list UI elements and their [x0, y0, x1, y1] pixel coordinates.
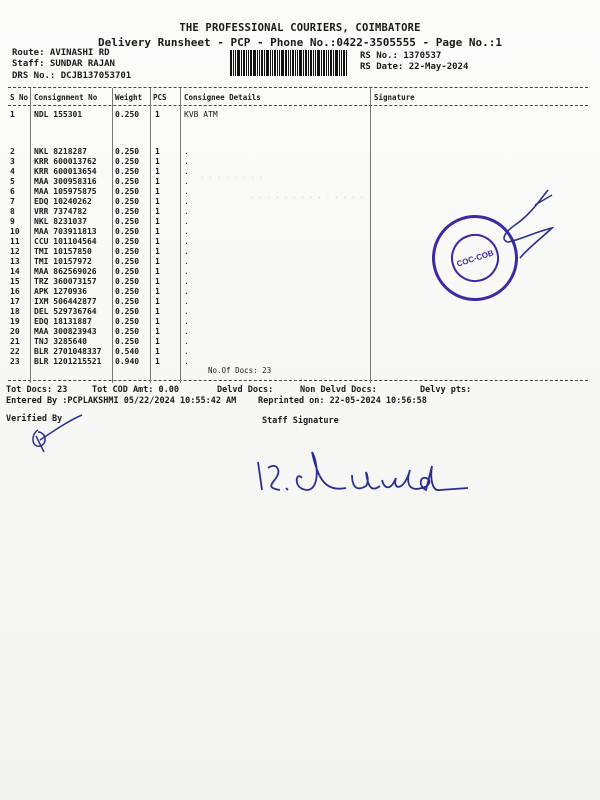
row-weight: 0.250	[115, 110, 140, 119]
row-weight: 0.250	[115, 177, 140, 186]
row-sno: 16	[10, 287, 20, 296]
row-consignment-no: TRZ 360073157	[34, 277, 97, 286]
row-consignee: .	[184, 227, 189, 236]
row-pcs: 1	[155, 327, 160, 336]
row-weight: 0.250	[115, 287, 140, 296]
row-consignee: .	[184, 167, 189, 176]
row-weight: 0.250	[115, 247, 140, 256]
row-weight: 0.540	[115, 347, 140, 356]
row-pcs: 1	[155, 157, 160, 166]
row-consignment-no: TMI 10157972	[34, 257, 92, 266]
staff-label: Staff: SUNDAR RAJAN	[12, 59, 115, 69]
row-consignment-no: TMI 10157850	[34, 247, 92, 256]
row-weight: 0.250	[115, 337, 140, 346]
row-pcs: 1	[155, 357, 160, 366]
no-of-docs: No.Of Docs: 23	[208, 366, 272, 375]
row-consignment-no: KRR 600013762	[34, 157, 97, 166]
row-pcs: 1	[155, 237, 160, 246]
row-weight: 0.250	[115, 217, 140, 226]
row-weight: 0.250	[115, 157, 140, 166]
delivery-points: Delvy pts:	[420, 385, 472, 395]
col-header-consignee: Consignee Details	[184, 93, 261, 102]
row-pcs: 1	[155, 187, 160, 196]
row-pcs: 1	[155, 317, 160, 326]
row-sno: 11	[10, 237, 20, 246]
row-consignment-no: MAA 300958316	[34, 177, 97, 186]
row-sno: 5	[10, 177, 15, 186]
row-pcs: 1	[155, 207, 160, 216]
row-sno: 12	[10, 247, 20, 256]
row-consignee: .	[184, 187, 189, 196]
row-sno: 15	[10, 277, 20, 286]
row-weight: 0.250	[115, 297, 140, 306]
row-sno: 20	[10, 327, 20, 336]
row-consignment-no: MAA 862569026	[34, 267, 97, 276]
row-consignee: .	[184, 337, 189, 346]
rs-number: RS No.: 1370537	[360, 51, 442, 61]
row-sno: 14	[10, 267, 20, 276]
non-delivered-docs: Non Delvd Docs:	[300, 385, 377, 395]
row-consignment-no: TNJ 3285640	[34, 337, 87, 346]
row-consignment-no: NKL 8218287	[34, 147, 87, 156]
row-consignee: .	[184, 317, 189, 326]
row-pcs: 1	[155, 277, 160, 286]
verified-by-label: Verified By	[6, 414, 63, 424]
row-consignee: .	[184, 257, 189, 266]
row-consignment-no: NKL 8231037	[34, 217, 87, 226]
row-consignment-no: DEL 529736764	[34, 307, 97, 316]
row-pcs: 1	[155, 297, 160, 306]
row-pcs: 1	[155, 167, 160, 176]
row-consignee: .	[184, 147, 189, 156]
row-consignee: .	[184, 157, 189, 166]
row-consignee: .	[184, 247, 189, 256]
row-sno: 6	[10, 187, 15, 196]
row-consignee: KVB ATM	[184, 110, 218, 119]
row-consignment-no: MAA 300823943	[34, 327, 97, 336]
row-consignee: .	[184, 327, 189, 336]
row-sno: 9	[10, 217, 15, 226]
row-consignee: .	[184, 237, 189, 246]
row-consignee: .	[184, 207, 189, 216]
col-header-signature: Signature	[374, 93, 415, 102]
staff-signature	[258, 452, 468, 490]
row-consignee: .	[184, 287, 189, 296]
row-pcs: 1	[155, 287, 160, 296]
row-consignment-no: EDQ 18131887	[34, 317, 92, 326]
row-consignee: .	[184, 357, 189, 366]
row-weight: 0.250	[115, 237, 140, 246]
row-sno: 19	[10, 317, 20, 326]
row-weight: 0.250	[115, 307, 140, 316]
row-consignment-no: BLR 1201215521	[34, 357, 102, 366]
row-pcs: 1	[155, 257, 160, 266]
total-cod: Tot COD Amt: 0.00	[92, 385, 179, 395]
row-sno: 3	[10, 157, 15, 166]
row-pcs: 1	[155, 337, 160, 346]
col-header-pcs: PCS	[153, 93, 167, 102]
rs-date: RS Date: 22-May-2024	[360, 62, 469, 72]
row-weight: 0.940	[115, 357, 140, 366]
row-sno: 13	[10, 257, 20, 266]
row-weight: 0.250	[115, 227, 140, 236]
runsheet-subtitle: Delivery Runsheet - PCP - Phone No.:0422-3505555 - Page No.:1	[98, 36, 502, 49]
row-sno: 8	[10, 207, 15, 216]
row-sno: 23	[10, 357, 20, 366]
row-consignee: .	[184, 277, 189, 286]
row-weight: 0.250	[115, 197, 140, 206]
row-pcs: 1	[155, 227, 160, 236]
row-pcs: 1	[155, 197, 160, 206]
row-sno: 17	[10, 297, 20, 306]
row-pcs: 1	[155, 217, 160, 226]
row-sno: 7	[10, 197, 15, 206]
entered-by: Entered By :PCPLAKSHMI 05/22/2024 10:55:42 AM	[6, 396, 237, 406]
row-weight: 0.250	[115, 317, 140, 326]
row-consignment-no: CCU 101104564	[34, 237, 97, 246]
row-weight: 0.250	[115, 277, 140, 286]
row-consignment-no: MAA 703911813	[34, 227, 97, 236]
runsheet-page: THE PROFESSIONAL COURIERS, COIMBATORE Delivery Runsheet - PCP - Phone No.:0422-3505555 - Page No.:1 Route: AVINASHI RD Staff: SUNDAR RAJAN DRS No.: DCJB137053701 RS No.: 1370537 RS Date: 22-May-2024 S No Consignment No Weight PCS Consignee Details Signature 1 NDL 155301 0.250 1 KVB ATM 2 NKL 8218287 0.250 1 . 3 KRR 600013762 0.250 1 . 4 KRR 600013654 0.250 1 . 5 MAA 300958316 0.250 1 . 6 MAA 105975875 0.250 1 . 7 EDQ 10240262 0.250 1 . 8 VRR 7374782 0.250 1 . 9 NKL 8231037 0.250 1 . 10 MAA 703911813 0.250 1 . 11 CCU 101104564 0.250 1 . 12 TMI 10157850 0.250 1 . 13 TMI 10157972 0.250 1 . 14 MAA 862569026 0.250 1 . 15 TRZ 360073157 0.250 1 . 16 APK 1270936 0.250 1 . 17 IXM 506442877 0.250 1 . 18 DEL 529736764 0.250 1 . 19 EDQ 18131887 0.250 1 . 20 MAA 300823943 0.250 1 . 21 TNJ 3285640 0.250 1 . 22 BLR 2701048337 0.540 1 . 23 BLR 1201215521 0.940 1 . No.Of Docs: 23 . . . . . . . . . . . . . . . . . . . . . . Tot Docs: 23 Tot COD Amt: 0.00 Delvd Docs: Non Delvd Docs: Delvy pts: Entered By :PCPLAKSHMI 05/22/2024 10:55:42 AM Reprinted on: 22-05-2024 10:56:58 Verified By Staff Signature COC-COB	[0, 0, 600, 800]
company-title: THE PROFESSIONAL COURIERS, COIMBATORE	[179, 22, 421, 34]
row-consignee: .	[184, 177, 189, 186]
delivered-docs: Delvd Docs:	[217, 385, 274, 395]
total-docs: Tot Docs: 23	[6, 385, 68, 395]
row-pcs: 1	[155, 110, 160, 119]
row-sno: 21	[10, 337, 20, 346]
row-weight: 0.250	[115, 327, 140, 336]
row-consignee: .	[184, 267, 189, 276]
route-label: Route: AVINASHI RD	[12, 48, 110, 58]
row-pcs: 1	[155, 247, 160, 256]
row-consignment-no: APK 1270936	[34, 287, 87, 296]
row-sno: 4	[10, 167, 15, 176]
staff-signature-label: Staff Signature	[262, 416, 339, 426]
col-header-sno: S No	[10, 93, 29, 102]
col-header-consignment: Consignment No	[34, 93, 98, 102]
row-weight: 0.250	[115, 257, 140, 266]
row-consignment-no: MAA 105975875	[34, 187, 97, 196]
row-consignee: .	[184, 307, 189, 316]
row-sno: 10	[10, 227, 20, 236]
stamp-center-text: COC-COB	[455, 247, 495, 269]
row-consignee: .	[184, 217, 189, 226]
row-sno: 18	[10, 307, 20, 316]
row-sno: 22	[10, 347, 20, 356]
row-weight: 0.250	[115, 167, 140, 176]
row-pcs: 1	[155, 347, 160, 356]
row-consignment-no: BLR 2701048337	[34, 347, 102, 356]
row-weight: 0.250	[115, 207, 140, 216]
drs-number: DRS No.: DCJB137053701	[12, 71, 132, 81]
row-pcs: 1	[155, 307, 160, 316]
row-consignee: .	[184, 347, 189, 356]
row-consignment-no: IXM 506442877	[34, 297, 97, 306]
row-consignment-no: VRR 7374782	[34, 207, 87, 216]
row-pcs: 1	[155, 267, 160, 276]
row-consignment-no: KRR 600013654	[34, 167, 97, 176]
row-consignment-no: EDQ 10240262	[34, 197, 92, 206]
verified-signature	[33, 415, 82, 452]
row-weight: 0.250	[115, 147, 140, 156]
row-consignee: .	[184, 297, 189, 306]
row-sno: 1	[10, 110, 15, 119]
row-consignment-no: NDL 155301	[34, 110, 83, 119]
col-header-weight: Weight	[115, 93, 143, 102]
reprinted-on: Reprinted on: 22-05-2024 10:56:58	[258, 396, 427, 406]
row-weight: 0.250	[115, 187, 140, 196]
row-consignee: .	[184, 197, 189, 206]
row-sno: 2	[10, 147, 15, 156]
row-pcs: 1	[155, 147, 160, 156]
row-weight: 0.250	[115, 267, 140, 276]
row-pcs: 1	[155, 177, 160, 186]
receiver-signature-mark	[504, 190, 552, 258]
